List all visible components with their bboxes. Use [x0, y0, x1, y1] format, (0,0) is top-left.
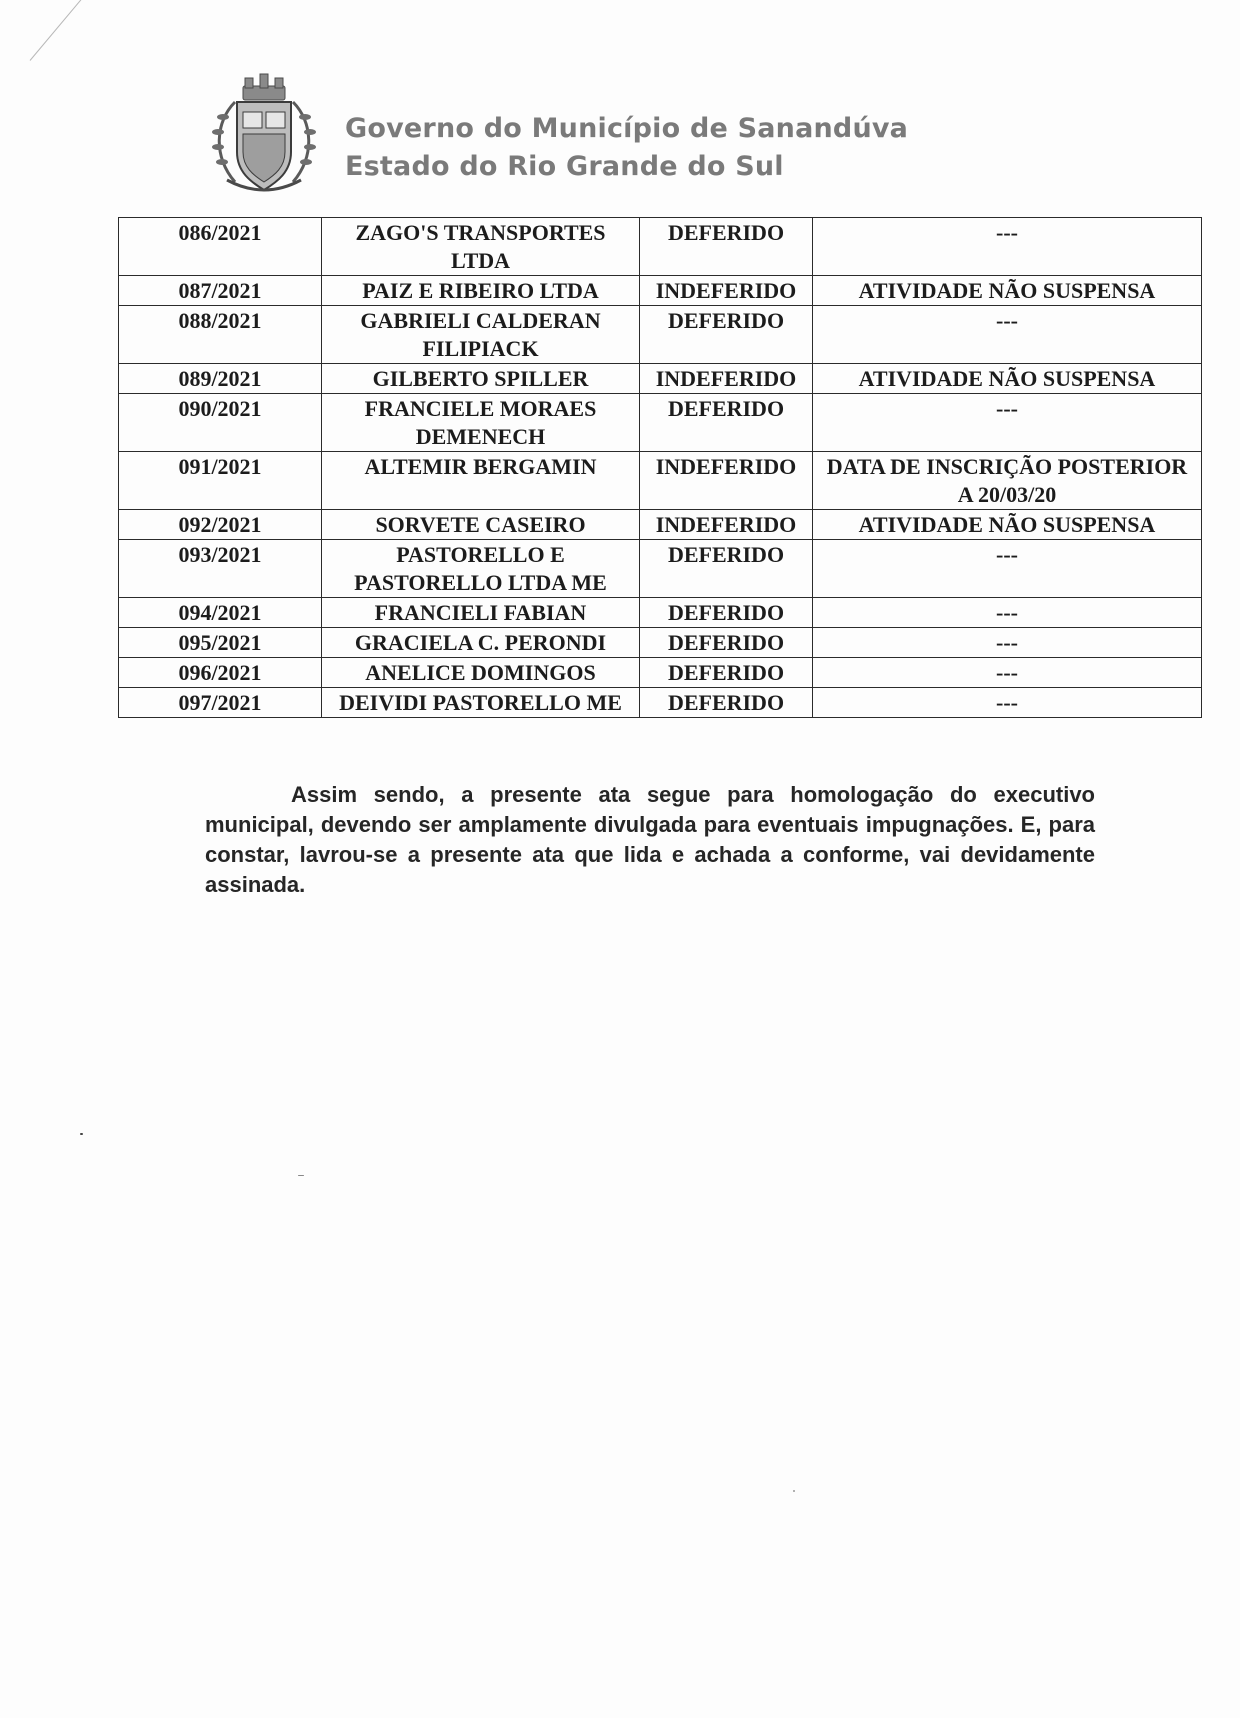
- scan-speck: [298, 1175, 304, 1176]
- observation: ---: [813, 598, 1202, 628]
- applicant-name: GRACIELA C. PERONDI: [322, 628, 640, 658]
- table-row: [119, 276, 1202, 306]
- table-row: [119, 218, 1202, 276]
- decision-status: DEFERIDO: [640, 218, 813, 276]
- applicant-name: DEIVIDI PASTORELLO ME: [322, 688, 640, 718]
- observation: ---: [813, 688, 1202, 718]
- process-number: 088/2021: [119, 306, 322, 364]
- table-row: [119, 628, 1202, 658]
- applicant-name: ANELICE DOMINGOS: [322, 658, 640, 688]
- decision-status: DEFERIDO: [640, 306, 813, 364]
- table-row: [119, 394, 1202, 452]
- observation: DATA DE INSCRIÇÃO POSTERIOR A 20/03/20: [813, 452, 1202, 510]
- decision-status: DEFERIDO: [640, 540, 813, 598]
- observation: ATIVIDADE NÃO SUSPENSA: [813, 510, 1202, 540]
- applicant-name: FRANCIELE MORAES DEMENECH: [322, 394, 640, 452]
- applicant-name: FRANCIELI FABIAN: [322, 598, 640, 628]
- process-number: 093/2021: [119, 540, 322, 598]
- observation: ---: [813, 306, 1202, 364]
- letterhead-text: [345, 110, 908, 186]
- decision-status: DEFERIDO: [640, 688, 813, 718]
- scan-mark: [30, 0, 127, 61]
- letterhead-subtitle: Estado do Rio Grande do Sul: [345, 151, 784, 182]
- table-row: [119, 364, 1202, 394]
- scan-speck: [793, 1490, 795, 1492]
- letterhead: [205, 72, 925, 200]
- process-number: 094/2021: [119, 598, 322, 628]
- process-number: 097/2021: [119, 688, 322, 718]
- observation: ATIVIDADE NÃO SUSPENSA: [813, 364, 1202, 394]
- process-number: 086/2021: [119, 218, 322, 276]
- decision-status: DEFERIDO: [640, 628, 813, 658]
- table-row: [119, 688, 1202, 718]
- table-row: [119, 658, 1202, 688]
- observation: ---: [813, 540, 1202, 598]
- closing-paragraph: Assim sendo, a presente ata segue para homologação do executivo municipal, devendo ser amplamente divulgada para eventuais impugnações. E, para constar, lavrou-se a presente ata que lida e achada a conforme, vai devidamente assinada.: [205, 782, 1095, 897]
- table-row: [119, 306, 1202, 364]
- applicant-name: ALTEMIR BERGAMIN: [322, 452, 640, 510]
- table-row: [119, 510, 1202, 540]
- decision-status: INDEFERIDO: [640, 510, 813, 540]
- observation: ATIVIDADE NÃO SUSPENSA: [813, 276, 1202, 306]
- process-number: 089/2021: [119, 364, 322, 394]
- applicant-name: GILBERTO SPILLER: [322, 364, 640, 394]
- table-row: [119, 598, 1202, 628]
- results-table: [118, 217, 1202, 718]
- observation: ---: [813, 658, 1202, 688]
- observation: ---: [813, 394, 1202, 452]
- process-number: 092/2021: [119, 510, 322, 540]
- applicant-name: PASTORELLO E PASTORELLO LTDA ME: [322, 540, 640, 598]
- applicant-name: SORVETE CASEIRO: [322, 510, 640, 540]
- process-number: 091/2021: [119, 452, 322, 510]
- applicant-name: GABRIELI CALDERAN FILIPIACK: [322, 306, 640, 364]
- observation: ---: [813, 628, 1202, 658]
- decision-status: DEFERIDO: [640, 394, 813, 452]
- observation: ---: [813, 218, 1202, 276]
- decision-status: INDEFERIDO: [640, 276, 813, 306]
- municipal-coat-of-arms-icon: [205, 72, 323, 198]
- scan-speck: [80, 1133, 83, 1135]
- applicant-name: ZAGO'S TRANSPORTES LTDA: [322, 218, 640, 276]
- letterhead-title: Governo do Município de Sanandúva: [345, 113, 909, 144]
- process-number: 096/2021: [119, 658, 322, 688]
- applicant-name: PAIZ E RIBEIRO LTDA: [322, 276, 640, 306]
- decision-status: DEFERIDO: [640, 598, 813, 628]
- decision-status: INDEFERIDO: [640, 452, 813, 510]
- process-number: 087/2021: [119, 276, 322, 306]
- table-row: [119, 452, 1202, 510]
- decision-status: INDEFERIDO: [640, 364, 813, 394]
- table-row: [119, 540, 1202, 598]
- process-number: 090/2021: [119, 394, 322, 452]
- process-number: 095/2021: [119, 628, 322, 658]
- decision-status: DEFERIDO: [640, 658, 813, 688]
